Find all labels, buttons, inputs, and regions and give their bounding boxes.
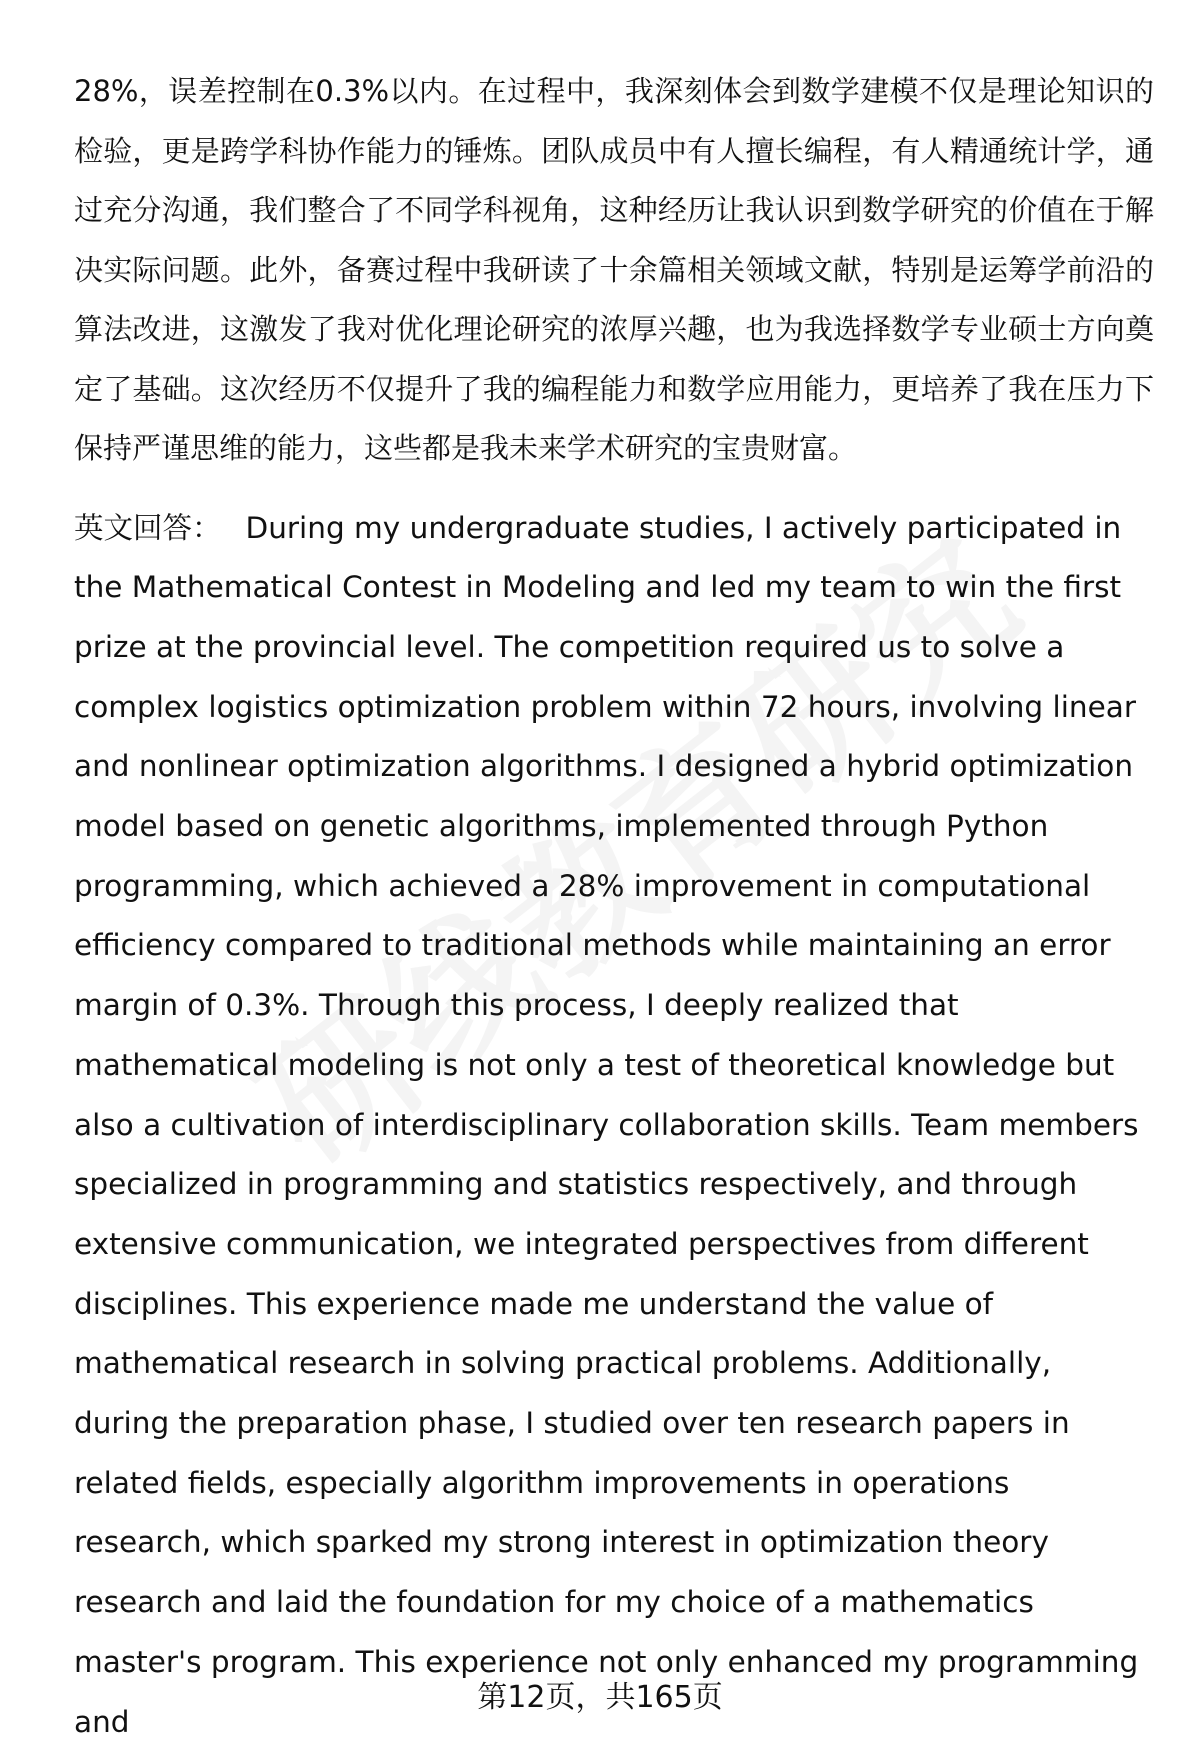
page-number-footer: 第12页，共165页 <box>477 1680 723 1715</box>
english-answer-paragraph <box>74 499 1154 1753</box>
english-answer-text: During my undergraduate studies, I actively participated in the Mathematical Contest in Modeling and led my team to win the first prize at the provincial level. The competition required us to solve a complex logistics optimization problem within 72 hours, involving linear and nonlinear optimization algorithms. I designed a hybrid optimization model based on genetic algorithms, implemented through Python programming, which achieved a 28% improvement in computational efficiency compared to traditional methods while maintaining an error margin of 0.3%. Through this process, I deeply realized that mathematical modeling is not only a test of theoretical knowledge but also a cultivation of interdisciplinary collaboration skills. Team members specialized in programming and statistics respectively, and through extensive communication, we integrated perspectives from different disciplines. This experience made me understand the value of mathematical research in solving practical problems. Additionally, during the preparation phase, I studied over ten research papers in related fields, especially algorithm improvements in operations research, which sparked my strong interest in optimization theory research and laid the foundation for my choice of a mathematics master's program. This experience not only enhanced my programming and <box>74 510 1139 1739</box>
english-answer-label: 英文回答： <box>74 510 222 545</box>
chinese-answer-paragraph: 28%，误差控制在0.3%以内。在过程中，我深刻体会到数学建模不仅是理论知识的检验，更是跨学科协作能力的锤炼。团队成员中有人擅长编程，有人精通统计学，通过充分沟通，我们整合了不同学科视角，这种经历让我认识到数学研究的价值在于解决实际问题。此外，备赛过程中我研读了十余篇相关领域文献，特别是运筹学前沿的算法改进，这激发了我对优化理论研究的浓厚兴趣，也为我选择数学专业硕士方向奠定了基础。这次经历不仅提升了我的编程能力和数学应用能力，更培养了我在压力下保持严谨思维的能力，这些都是我未来学术研究的宝贵财富。 <box>74 74 1154 465</box>
page-content <box>74 62 1154 1752</box>
